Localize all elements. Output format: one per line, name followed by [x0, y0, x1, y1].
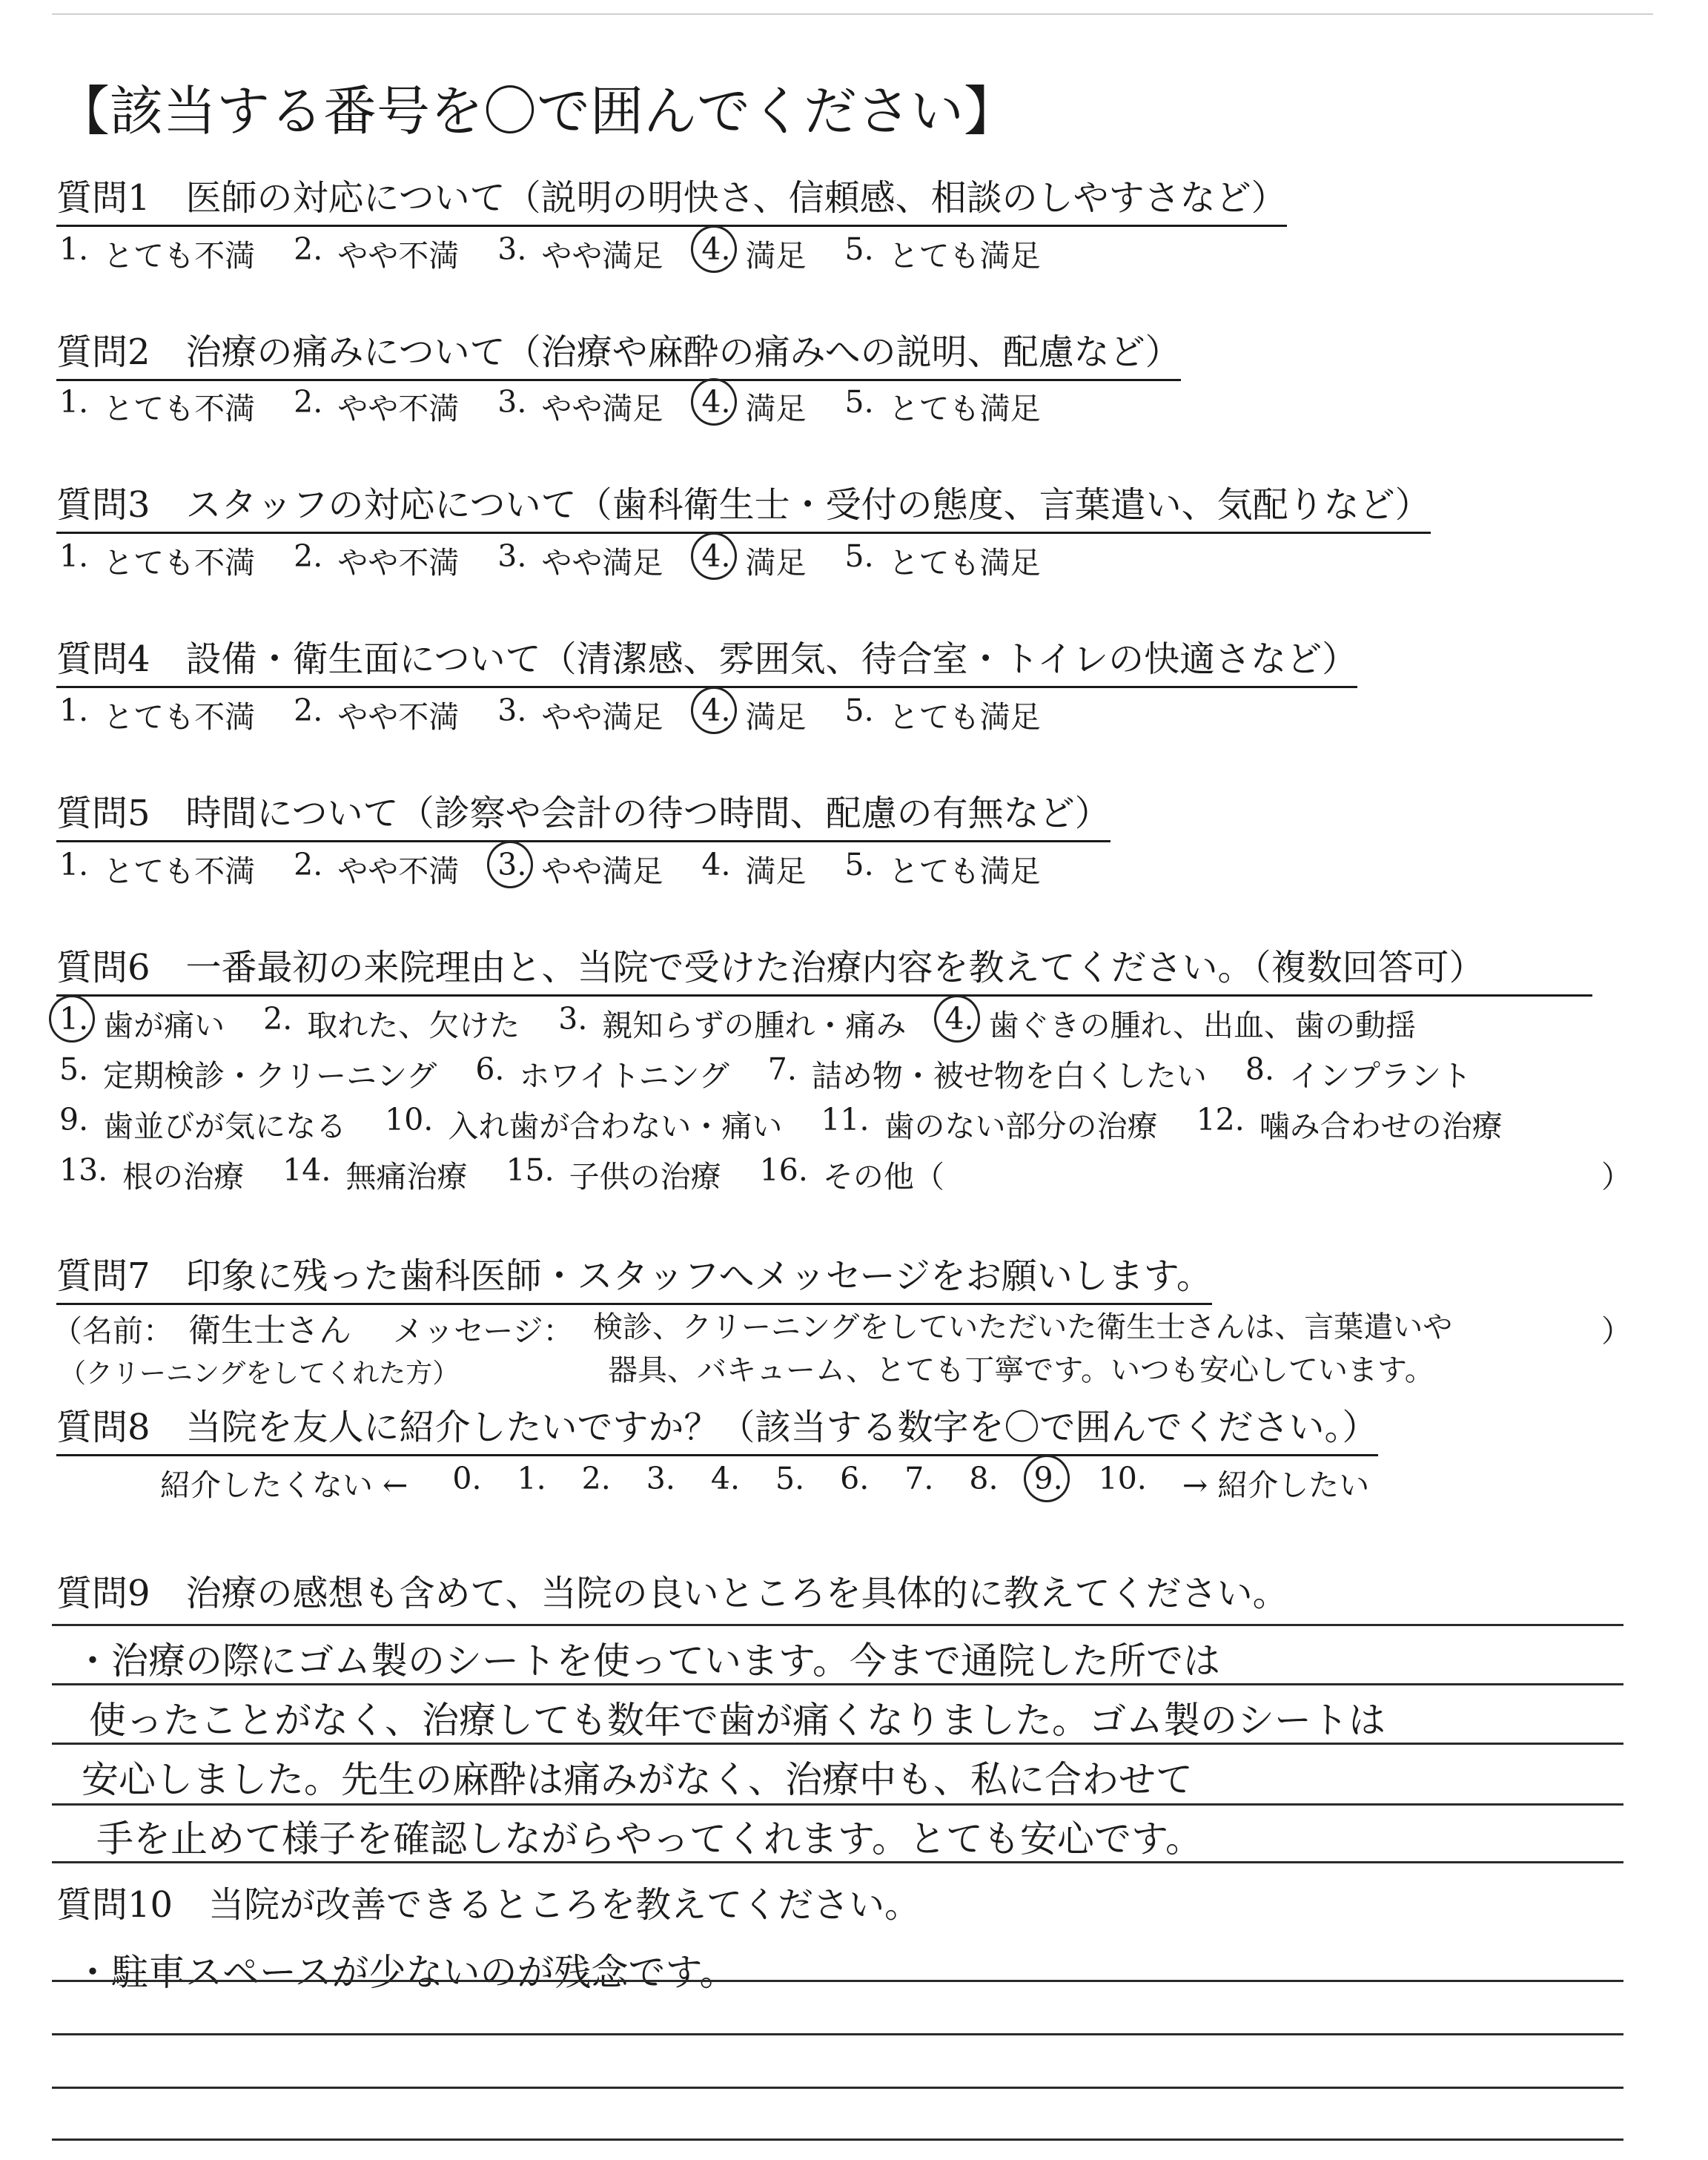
q6-option-7-num[interactable]: 7. [767, 1051, 797, 1087]
q6-row-1 [59, 1001, 1454, 1045]
q3-option-2-label[interactable]: やや不満 [337, 545, 460, 581]
q9-answer-line-4[interactable]: 手を止めて様子を確認しながらやってくれます。とても安心です。 [96, 1817, 1202, 1860]
q4-options [59, 693, 1079, 736]
q8-title: 質問8 当院を友人に紹介したいですか？（該当する数字を〇で囲んでください。） [56, 1398, 1378, 1456]
q2-options [59, 384, 1079, 428]
q9-title: 質問9 治療の感想も含めて、当院の良いところを具体的に教えてください。 [56, 1573, 1288, 1614]
q6-option-12-num[interactable]: 12. [1196, 1102, 1245, 1137]
q9-answer-line-1[interactable]: ・治療の際にゴム製のシートを使っています。今まで通院した所では [74, 1639, 1220, 1682]
answer-line [52, 1624, 1623, 1626]
q1-title: 質問1 医師の対応について（説明の明快さ、信頼感、相談のしやすさなど） [56, 169, 1287, 227]
q1-options [59, 231, 1079, 275]
q2-option-5-num[interactable]: 5. [844, 384, 874, 420]
q4-option-2-label[interactable]: やや不満 [337, 699, 460, 735]
q5-option-4-label[interactable]: 満足 [745, 853, 807, 889]
q4-option-1-label[interactable]: とても不満 [103, 699, 256, 735]
q6-option-2-num[interactable]: 2. [263, 1001, 293, 1037]
q8-scale-9[interactable]: 9. [1034, 1461, 1063, 1505]
q7-name-label: （名前： [52, 1313, 173, 1349]
q5-options [59, 847, 1079, 891]
q5-option-4-num[interactable]: 4. [701, 847, 731, 882]
q8-scale-4[interactable]: 4. [710, 1461, 741, 1496]
q3-option-3-num[interactable]: 3. [497, 538, 527, 574]
q1-option-4-num[interactable]: 4. [701, 231, 730, 275]
q6-option-9-label[interactable]: 歯並びが気になる [103, 1109, 347, 1144]
q6-option-16-label[interactable]: その他（ [822, 1159, 944, 1195]
q7-message-label: メッセージ： [393, 1313, 574, 1349]
q3-option-4-label[interactable]: 満足 [745, 545, 807, 581]
q5-option-3-num[interactable]: 3. [497, 847, 526, 891]
q2-option-5-label[interactable]: とても満足 [888, 391, 1041, 426]
answer-line [52, 2087, 1623, 2089]
q6-option-1-label[interactable]: 歯が痛い [103, 1008, 225, 1043]
q6-option-4-num[interactable]: 4. [944, 1001, 973, 1045]
q6-option-2-label[interactable]: 取れた、欠けた [307, 1008, 520, 1043]
q5-option-2-label[interactable]: やや不満 [337, 853, 460, 889]
q5-option-5-label[interactable]: とても満足 [888, 853, 1041, 889]
q6-option-1-num[interactable]: 1. [59, 1001, 88, 1045]
q4-option-2-num[interactable]: 2. [294, 693, 323, 728]
q6-row-2 [59, 1051, 1510, 1095]
q3-option-1-label[interactable]: とても不満 [103, 545, 256, 581]
q2-option-2-label[interactable]: やや不満 [337, 391, 460, 426]
q5-option-5-num[interactable]: 5. [844, 847, 874, 882]
q8-scale-0[interactable]: 0. [452, 1461, 482, 1496]
q6-option-16-num[interactable]: 16. [759, 1152, 808, 1188]
q4-option-4-label[interactable]: 満足 [745, 699, 807, 735]
q1-option-1-label[interactable]: とても不満 [103, 238, 256, 274]
q6-option-12-label[interactable]: 噛み合わせの治療 [1259, 1109, 1503, 1144]
q1-option-2-label[interactable]: やや不満 [337, 238, 460, 274]
q9-answer-line-3[interactable]: 安心しました。先生の麻酔は痛みがなく、治療中も、私に合わせて [82, 1758, 1193, 1801]
q7-name-value[interactable]: 衛生士さん [188, 1312, 351, 1350]
q6-option-10-num[interactable]: 10. [385, 1102, 434, 1137]
q5-option-1-label[interactable]: とても不満 [103, 853, 256, 889]
q1-option-2-num[interactable]: 2. [294, 231, 323, 267]
q6-option-11-num[interactable]: 11. [821, 1102, 870, 1137]
answer-line [52, 1743, 1623, 1745]
q1-option-5-label[interactable]: とても満足 [888, 238, 1041, 274]
q8-scale [160, 1461, 1408, 1505]
q3-option-5-num[interactable]: 5. [844, 538, 874, 574]
q6-option-14-label[interactable]: 無痛治療 [345, 1159, 468, 1195]
q7-name-note[interactable]: （クリーニングをしてくれた方） [59, 1358, 460, 1389]
q6-option-4-label[interactable]: 歯ぐきの腫れ、出血、歯の動揺 [988, 1008, 1416, 1043]
q6-other-close-paren: ） [1601, 1159, 1632, 1195]
q2-option-1-num[interactable]: 1. [59, 384, 89, 420]
q2-option-2-num[interactable]: 2. [294, 384, 323, 420]
q4-option-5-num[interactable]: 5. [844, 693, 874, 728]
answer-line [52, 1980, 1623, 1982]
q6-option-6-num[interactable]: 6. [475, 1051, 505, 1087]
q2-title: 質問2 治療の痛みについて（治療や麻酔の痛みへの説明、配慮など） [56, 323, 1181, 381]
q2-option-3-num[interactable]: 3. [497, 384, 527, 420]
q8-scale-8[interactable]: 8. [969, 1461, 999, 1496]
q6-option-13-num[interactable]: 13. [59, 1152, 108, 1188]
q6-option-8-num[interactable]: 8. [1245, 1051, 1274, 1087]
q3-option-3-label[interactable]: やや満足 [541, 545, 663, 581]
q4-option-3-num[interactable]: 3. [497, 693, 527, 728]
answer-line [52, 1803, 1623, 1806]
q2-option-3-label[interactable]: やや満足 [541, 391, 663, 426]
q5-option-3-label[interactable]: やや満足 [541, 853, 663, 889]
q7-message-line-1[interactable]: 検診、クリーニングをしていただいた衛生士さんは、言葉遣いや [593, 1310, 1453, 1344]
q10-title: 質問10 当院が改善できるところを教えてください。 [56, 1884, 921, 1926]
q6-option-15-label[interactable]: 子供の治療 [569, 1159, 721, 1195]
q1-option-5-num[interactable]: 5. [844, 231, 874, 267]
answer-line [52, 2033, 1623, 2035]
q9-answer-line-2[interactable]: 使ったことがなく、治療しても数年で歯が痛くなりました。ゴム製のシートは [89, 1699, 1386, 1742]
q6-option-5-label[interactable]: 定期検診・クリーニング [103, 1058, 437, 1094]
q8-scale-2[interactable]: 2. [581, 1461, 611, 1496]
q6-option-9-num[interactable]: 9. [59, 1102, 89, 1137]
q8-scale-10[interactable]: 10. [1098, 1461, 1147, 1496]
q6-option-3-num[interactable]: 3. [558, 1001, 588, 1037]
q7-title: 質問7 印象に残った歯科医師・スタッフへメッセージをお願いします。 [56, 1247, 1212, 1305]
q3-option-4-num[interactable]: 4. [701, 538, 730, 582]
q6-title: 質問6 一番最初の来院理由と、当院で受けた治療内容を教えてください。（複数回答可） [56, 939, 1592, 997]
q6-option-14-num[interactable]: 14. [282, 1152, 331, 1188]
q6-option-8-label[interactable]: インプラント [1289, 1058, 1472, 1094]
q5-option-1-num[interactable]: 1. [59, 847, 89, 882]
q1-option-4-label[interactable]: 満足 [745, 238, 807, 274]
q8-right-label: → 紹介したい [1182, 1467, 1370, 1503]
q6-option-3-label[interactable]: 親知らずの腫れ・痛み [602, 1008, 907, 1043]
q6-row-3 [59, 1102, 1541, 1146]
q4-option-5-label[interactable]: とても満足 [888, 699, 1041, 735]
q3-title: 質問3 スタッフの対応について（歯科衛生士・受付の態度、言葉遣い、気配りなど） [56, 476, 1431, 534]
q1-option-3-label[interactable]: やや満足 [541, 238, 663, 274]
q3-option-5-label[interactable]: とても満足 [888, 545, 1041, 581]
q6-option-7-label[interactable]: 詰め物・被せ物を白くしたい [811, 1058, 1207, 1094]
form-header: 【該当する番号を〇で囲んでください】 [56, 80, 1018, 142]
q3-option-2-num[interactable]: 2. [294, 538, 323, 574]
q6-option-10-label[interactable]: 入れ歯が合わない・痛い [448, 1109, 783, 1144]
q2-option-1-label[interactable]: とても不満 [103, 391, 256, 426]
q1-option-1-num[interactable]: 1. [59, 231, 89, 267]
q6-option-11-label[interactable]: 歯のない部分の治療 [884, 1109, 1158, 1144]
q8-scale-1[interactable]: 1. [517, 1461, 546, 1496]
q4-option-4-num[interactable]: 4. [701, 693, 730, 736]
q8-left-label: 紹介したくない ← [160, 1467, 408, 1503]
q2-option-4-label[interactable]: 満足 [745, 391, 807, 426]
q6-option-15-num[interactable]: 15. [506, 1152, 555, 1188]
q5-title: 質問5 時間について（診察や会計の待つ時間、配慮の有無など） [56, 785, 1110, 842]
q8-scale-6[interactable]: 6. [840, 1461, 870, 1496]
q6-option-5-num[interactable]: 5. [59, 1051, 89, 1087]
q7-close-paren: ） [1601, 1313, 1632, 1349]
q8-scale-7[interactable]: 7. [904, 1461, 934, 1496]
q6-row-4 [59, 1152, 983, 1196]
q8-scale-5[interactable]: 5. [775, 1461, 805, 1496]
q3-options [59, 538, 1079, 582]
page-top-edge [52, 13, 1653, 15]
q6-option-6-label[interactable]: ホワイトニング [519, 1058, 729, 1094]
q5-option-2-num[interactable]: 2. [294, 847, 323, 882]
q4-title: 質問4 設備・衛生面について（清潔感、雰囲気、待合室・トイレの快適さなど） [56, 630, 1357, 688]
q8-scale-3[interactable]: 3. [646, 1461, 675, 1496]
answer-line [52, 1683, 1623, 1685]
q10-answer-line-1[interactable]: ・駐車スペースが少ないのが残念です。 [74, 1951, 737, 1994]
q7-message-line-2[interactable]: 器具、バキューム、とても丁寧です。いつも安心しています。 [608, 1353, 1434, 1387]
q3-option-1-num[interactable]: 1. [59, 538, 89, 574]
q4-option-1-num[interactable]: 1. [59, 693, 89, 728]
q2-option-4-num[interactable]: 4. [701, 384, 730, 428]
q6-option-13-label[interactable]: 根の治療 [122, 1159, 245, 1195]
q1-option-3-num[interactable]: 3. [497, 231, 527, 267]
answer-line [52, 1861, 1623, 1863]
answer-line [52, 2138, 1623, 2141]
q4-option-3-label[interactable]: やや満足 [541, 699, 663, 735]
